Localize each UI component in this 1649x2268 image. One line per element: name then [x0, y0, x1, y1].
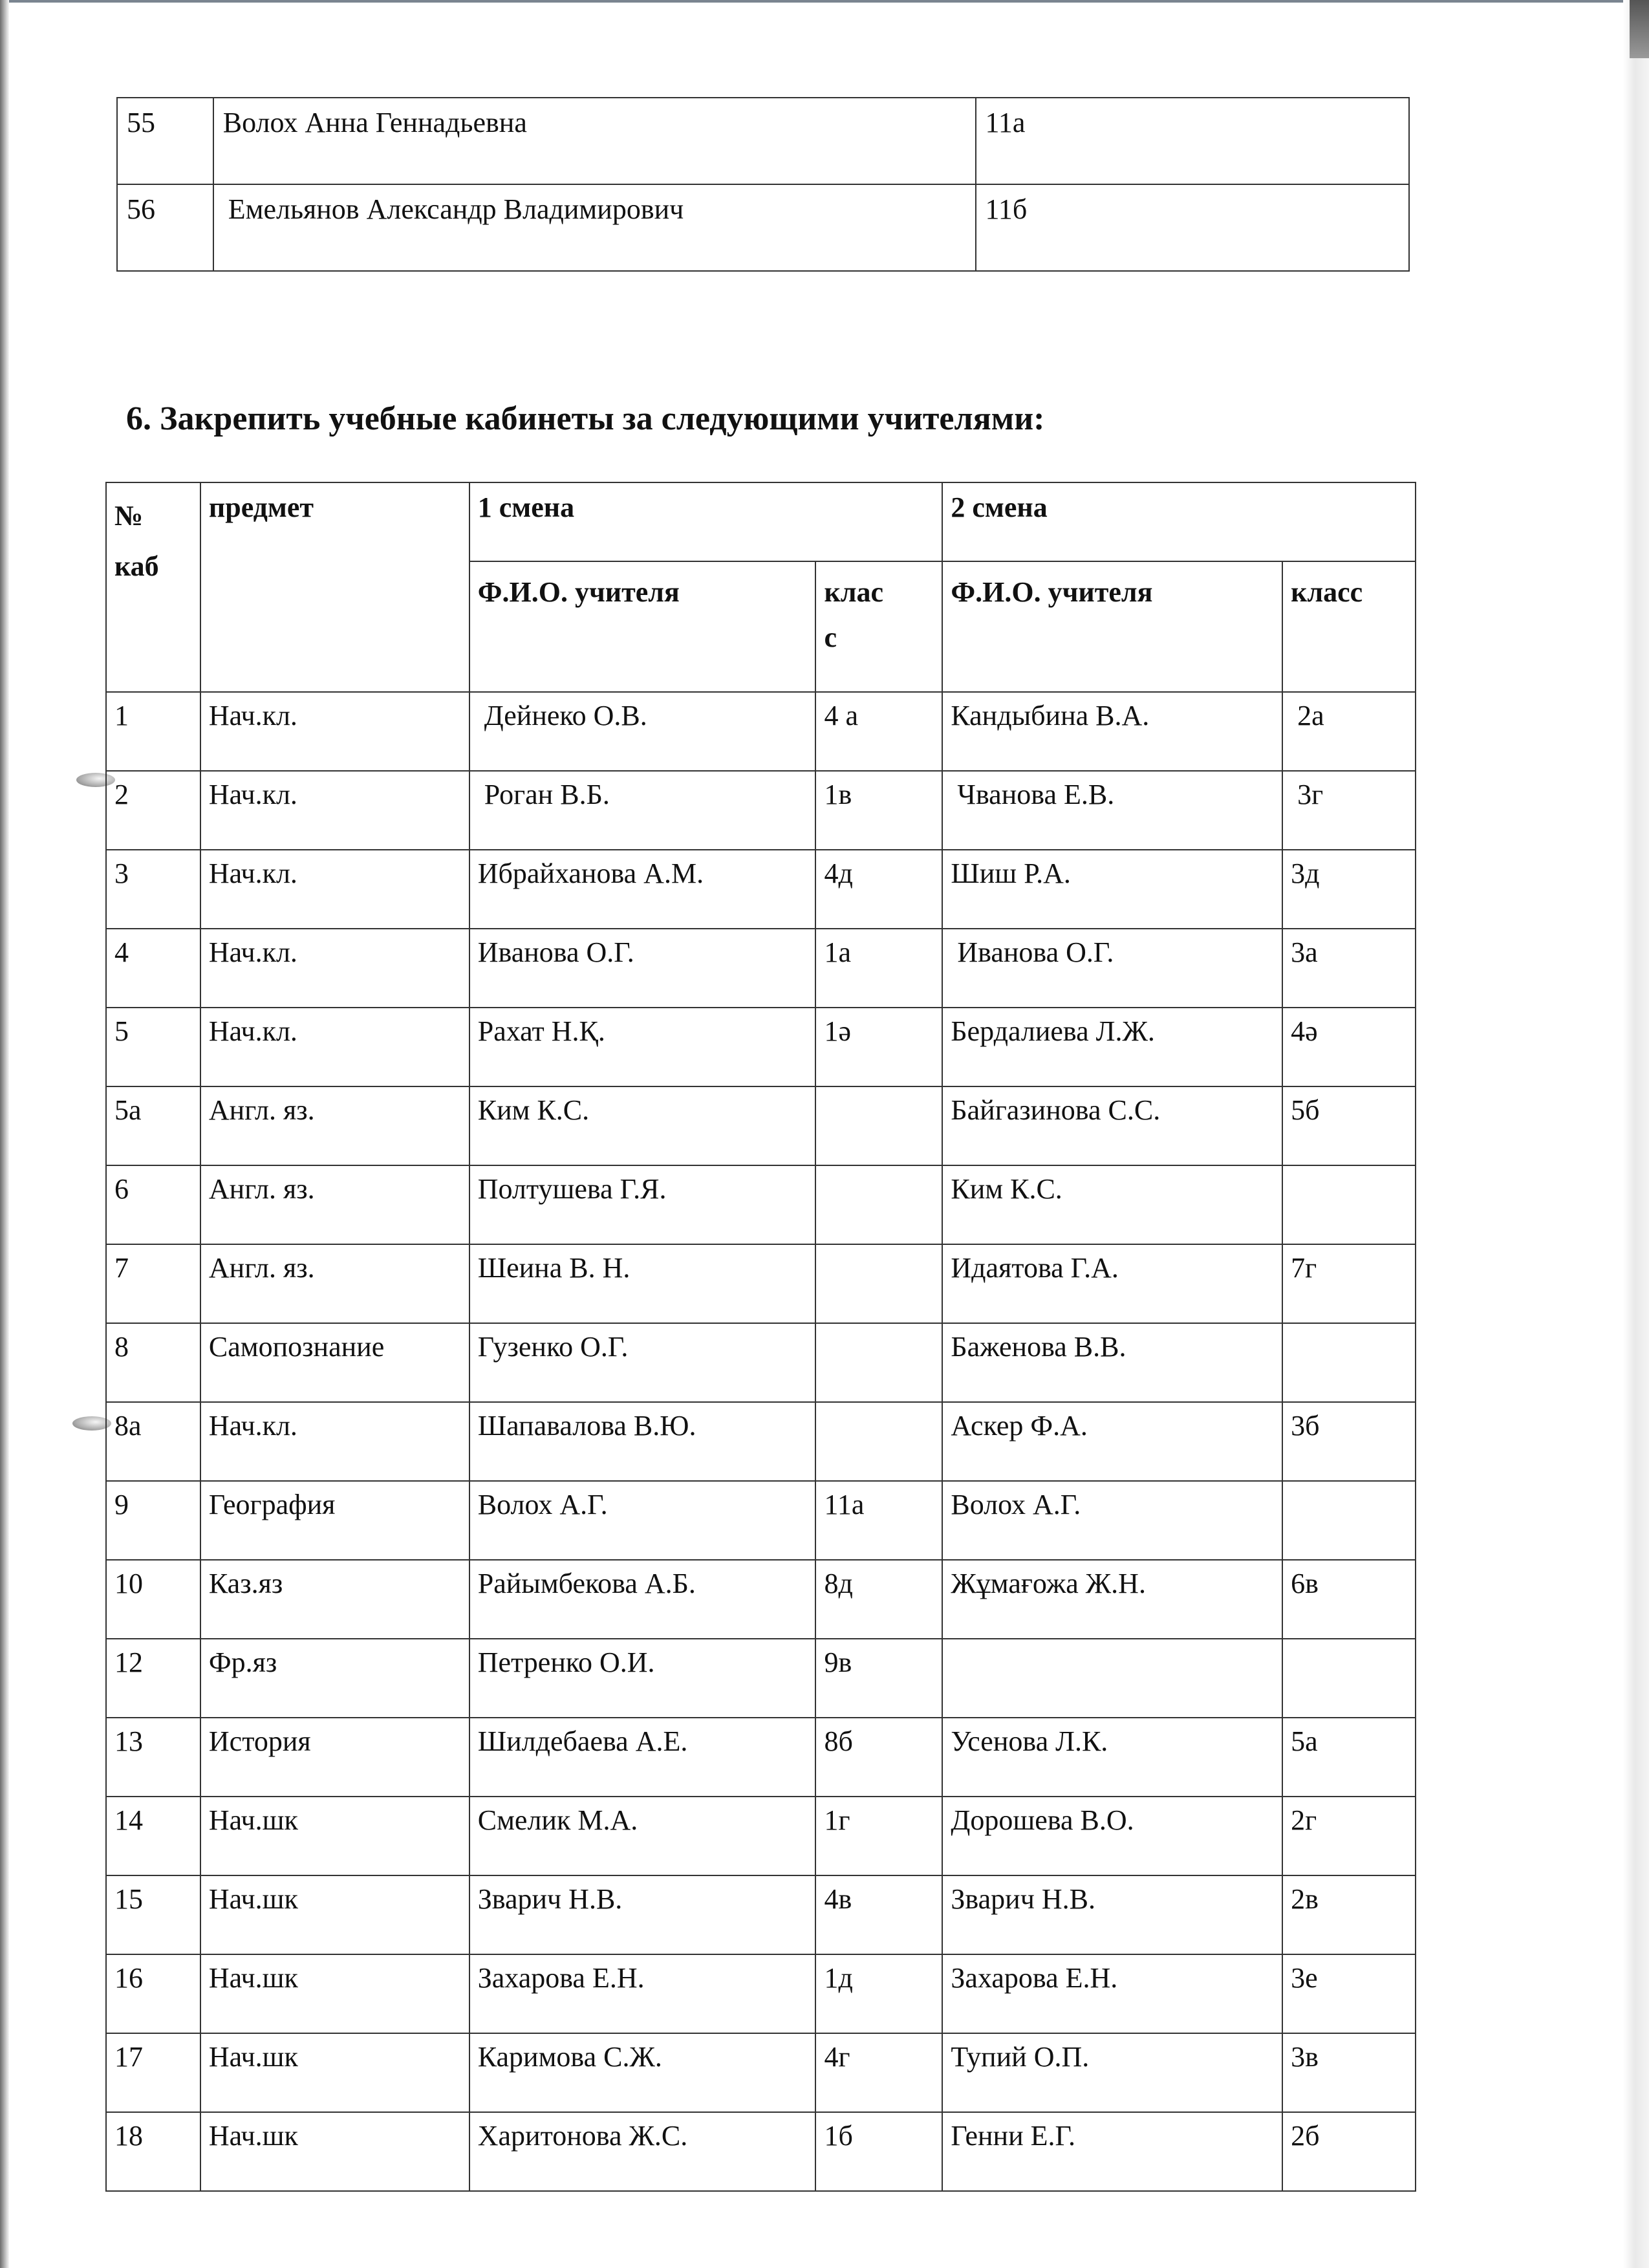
class-shift-1: 11а [815, 1481, 942, 1560]
class-shift-2: 7г [1282, 1244, 1416, 1323]
table-row [106, 1718, 1416, 1797]
room-number: 7 [106, 1244, 200, 1323]
table-row [106, 2112, 1416, 2191]
header-shift-2: 2 смена [942, 482, 1416, 561]
teacher-shift-1: Смелик М.А. [469, 1797, 816, 1875]
scan-edge-top [0, 0, 1649, 3]
row-number: 55 [117, 98, 213, 184]
class-shift-2 [1282, 1165, 1416, 1244]
class-shift-1: 8д [815, 1560, 942, 1639]
teacher-shift-2: Генни Е.Г. [942, 2112, 1282, 2191]
subject: Нач.кл. [200, 1402, 469, 1481]
table-row [106, 771, 1416, 850]
class-shift-2: 5а [1282, 1718, 1416, 1797]
subject: Нач.шк [200, 1797, 469, 1875]
table-row [106, 1875, 1416, 1954]
subject: Фр.яз [200, 1639, 469, 1718]
table-row [106, 929, 1416, 1008]
header-class-shift-2: класс [1282, 561, 1416, 692]
teacher-shift-1: Ибрайханова А.М. [469, 850, 816, 929]
teacher-shift-1: Ким К.С. [469, 1086, 816, 1165]
teacher-shift-2: Захарова Е.Н. [942, 1954, 1282, 2033]
subject: География [200, 1481, 469, 1560]
room-number: 2 [106, 771, 200, 850]
class-shift-1: 4 а [815, 692, 942, 771]
teacher-shift-2: Кандыбина В.А. [942, 692, 1282, 771]
table-row [106, 1086, 1416, 1165]
class-shift-1: 8б [815, 1718, 942, 1797]
table-row [106, 850, 1416, 929]
teacher-shift-1: Шилдебаева А.Е. [469, 1718, 816, 1797]
subject: Нач.кл. [200, 692, 469, 771]
class-shift-1: 1б [815, 2112, 942, 2191]
class-shift-2: 2г [1282, 1797, 1416, 1875]
room-number: 16 [106, 1954, 200, 2033]
subject: Нач.кл. [200, 850, 469, 929]
teacher-shift-2: Иванова О.Г. [942, 929, 1282, 1008]
teacher-shift-2: Зварич Н.В. [942, 1875, 1282, 1954]
class-shift-2: 2а [1282, 692, 1416, 771]
class-teacher-table-continued [116, 97, 1410, 272]
header-class-shift-1 [815, 561, 942, 692]
class-shift-2 [1282, 1323, 1416, 1402]
table-row [106, 1481, 1416, 1560]
class-name: 11б [976, 184, 1410, 271]
teacher-shift-2: Тупий О.П. [942, 2033, 1282, 2112]
section-heading: 6. Закрепить учебные кабинеты за следующими учителями: [126, 400, 1045, 437]
teacher-shift-1: Каримова С.Ж. [469, 2033, 816, 2112]
table-row [106, 1797, 1416, 1875]
scan-edge-left [0, 0, 9, 2268]
class-shift-2: 2в [1282, 1875, 1416, 1954]
room-number: 10 [106, 1560, 200, 1639]
teacher-shift-1: Зварич Н.В. [469, 1875, 816, 1954]
header-teacher-shift-2: Ф.И.О. учителя [942, 561, 1282, 692]
class-shift-1 [815, 1086, 942, 1165]
room-number: 15 [106, 1875, 200, 1954]
header-room-number-label: № каб [114, 500, 159, 582]
table-row [117, 184, 1409, 271]
table-row [106, 692, 1416, 771]
subject: Нач.шк [200, 2033, 469, 2112]
teacher-shift-2: Аскер Ф.А. [942, 1402, 1282, 1481]
class-shift-1 [815, 1402, 942, 1481]
table-row [106, 1639, 1416, 1718]
class-shift-2 [1282, 1481, 1416, 1560]
teacher-shift-1: Петренко О.И. [469, 1639, 816, 1718]
table-row [106, 1954, 1416, 2033]
teacher-shift-1: Шапавалова В.Ю. [469, 1402, 816, 1481]
subject: Нач.шк [200, 1875, 469, 1954]
class-shift-2: 3б [1282, 1402, 1416, 1481]
teacher-shift-2: Бердалиева Л.Ж. [942, 1008, 1282, 1086]
room-number: 5а [106, 1086, 200, 1165]
table-row [106, 1323, 1416, 1402]
subject: Нач.шк [200, 2112, 469, 2191]
scan-edge-right [1623, 0, 1649, 2268]
table-row [106, 2033, 1416, 2112]
room-number: 9 [106, 1481, 200, 1560]
class-shift-2: 4ә [1282, 1008, 1416, 1086]
teacher-shift-1: Харитонова Ж.С. [469, 2112, 816, 2191]
teacher-shift-1: Райымбекова А.Б. [469, 1560, 816, 1639]
subject: Нач.кл. [200, 771, 469, 850]
table-row [106, 1402, 1416, 1481]
room-number: 8а [106, 1402, 200, 1481]
class-shift-1: 4д [815, 850, 942, 929]
subject: Англ. яз. [200, 1086, 469, 1165]
teacher-shift-2: Жұмағожа Ж.Н. [942, 1560, 1282, 1639]
table-row [106, 1008, 1416, 1086]
teacher-shift-1: Захарова Е.Н. [469, 1954, 816, 2033]
class-shift-2: 3в [1282, 2033, 1416, 2112]
class-shift-2 [1282, 1639, 1416, 1718]
class-shift-1: 1а [815, 929, 942, 1008]
subject: Каз.яз [200, 1560, 469, 1639]
teacher-shift-1: Роган В.Б. [469, 771, 816, 850]
table-row [117, 98, 1409, 184]
subject: Нач.кл. [200, 1008, 469, 1086]
header-subject: предмет [200, 482, 469, 692]
scan-corner-shadow [1630, 0, 1649, 58]
header-teacher-shift-1: Ф.И.О. учителя [469, 561, 816, 692]
room-number: 17 [106, 2033, 200, 2112]
class-shift-2: 5б [1282, 1086, 1416, 1165]
class-shift-2: 3е [1282, 1954, 1416, 2033]
subject: Нач.кл. [200, 929, 469, 1008]
teacher-shift-1: Рахат Н.Қ. [469, 1008, 816, 1086]
classroom-assignment-table [105, 482, 1416, 2192]
room-number: 1 [106, 692, 200, 771]
teacher-shift-1: Иванова О.Г. [469, 929, 816, 1008]
class-shift-1: 4в [815, 1875, 942, 1954]
teacher-shift-2: Чванова Е.В. [942, 771, 1282, 850]
room-number: 6 [106, 1165, 200, 1244]
teacher-shift-2 [942, 1639, 1282, 1718]
class-shift-2: 3г [1282, 771, 1416, 850]
room-number: 14 [106, 1797, 200, 1875]
class-shift-1 [815, 1165, 942, 1244]
header-class-shift-1-label: клас с [824, 576, 884, 653]
teacher-full-name: Емельянов Александр Владимирович [213, 184, 976, 271]
room-number: 4 [106, 929, 200, 1008]
subject: История [200, 1718, 469, 1797]
class-shift-2: 6в [1282, 1560, 1416, 1639]
room-number: 5 [106, 1008, 200, 1086]
class-shift-2: 2б [1282, 2112, 1416, 2191]
class-shift-1: 4г [815, 2033, 942, 2112]
teacher-shift-2: Баженова В.В. [942, 1323, 1282, 1402]
teacher-full-name: Волох Анна Геннадьевна [213, 98, 976, 184]
room-number: 13 [106, 1718, 200, 1797]
teacher-shift-2: Ким К.С. [942, 1165, 1282, 1244]
room-number: 3 [106, 850, 200, 929]
teacher-shift-1: Гузенко О.Г. [469, 1323, 816, 1402]
table-row [106, 1165, 1416, 1244]
teacher-shift-2: Шиш Р.А. [942, 850, 1282, 929]
subject: Нач.шк [200, 1954, 469, 2033]
table-row [106, 1560, 1416, 1639]
table-row [106, 1244, 1416, 1323]
teacher-shift-1: Полтушева Г.Я. [469, 1165, 816, 1244]
room-number: 12 [106, 1639, 200, 1718]
row-number: 56 [117, 184, 213, 271]
teacher-shift-2: Усенова Л.К. [942, 1718, 1282, 1797]
class-shift-1: 1в [815, 771, 942, 850]
header-shift-1: 1 смена [469, 482, 943, 561]
teacher-shift-2: Дорошева В.О. [942, 1797, 1282, 1875]
teacher-shift-1: Волох А.Г. [469, 1481, 816, 1560]
teacher-shift-2: Волох А.Г. [942, 1481, 1282, 1560]
room-number: 8 [106, 1323, 200, 1402]
teacher-shift-2: Байгазинова С.С. [942, 1086, 1282, 1165]
class-shift-1: 1ә [815, 1008, 942, 1086]
class-shift-2: 3д [1282, 850, 1416, 929]
class-shift-1: 9в [815, 1639, 942, 1718]
header-room-number [106, 482, 200, 692]
class-name: 11а [976, 98, 1410, 184]
subject: Англ. яз. [200, 1244, 469, 1323]
class-shift-1: 1д [815, 1954, 942, 2033]
teacher-shift-2: Идаятова Г.А. [942, 1244, 1282, 1323]
class-shift-2: 3а [1282, 929, 1416, 1008]
teacher-shift-1: Шеина В. Н. [469, 1244, 816, 1323]
class-shift-1 [815, 1323, 942, 1402]
teacher-shift-1: Дейнеко О.В. [469, 692, 816, 771]
class-shift-1: 1г [815, 1797, 942, 1875]
class-shift-1 [815, 1244, 942, 1323]
room-number: 18 [106, 2112, 200, 2191]
subject: Самопознание [200, 1323, 469, 1402]
subject: Англ. яз. [200, 1165, 469, 1244]
